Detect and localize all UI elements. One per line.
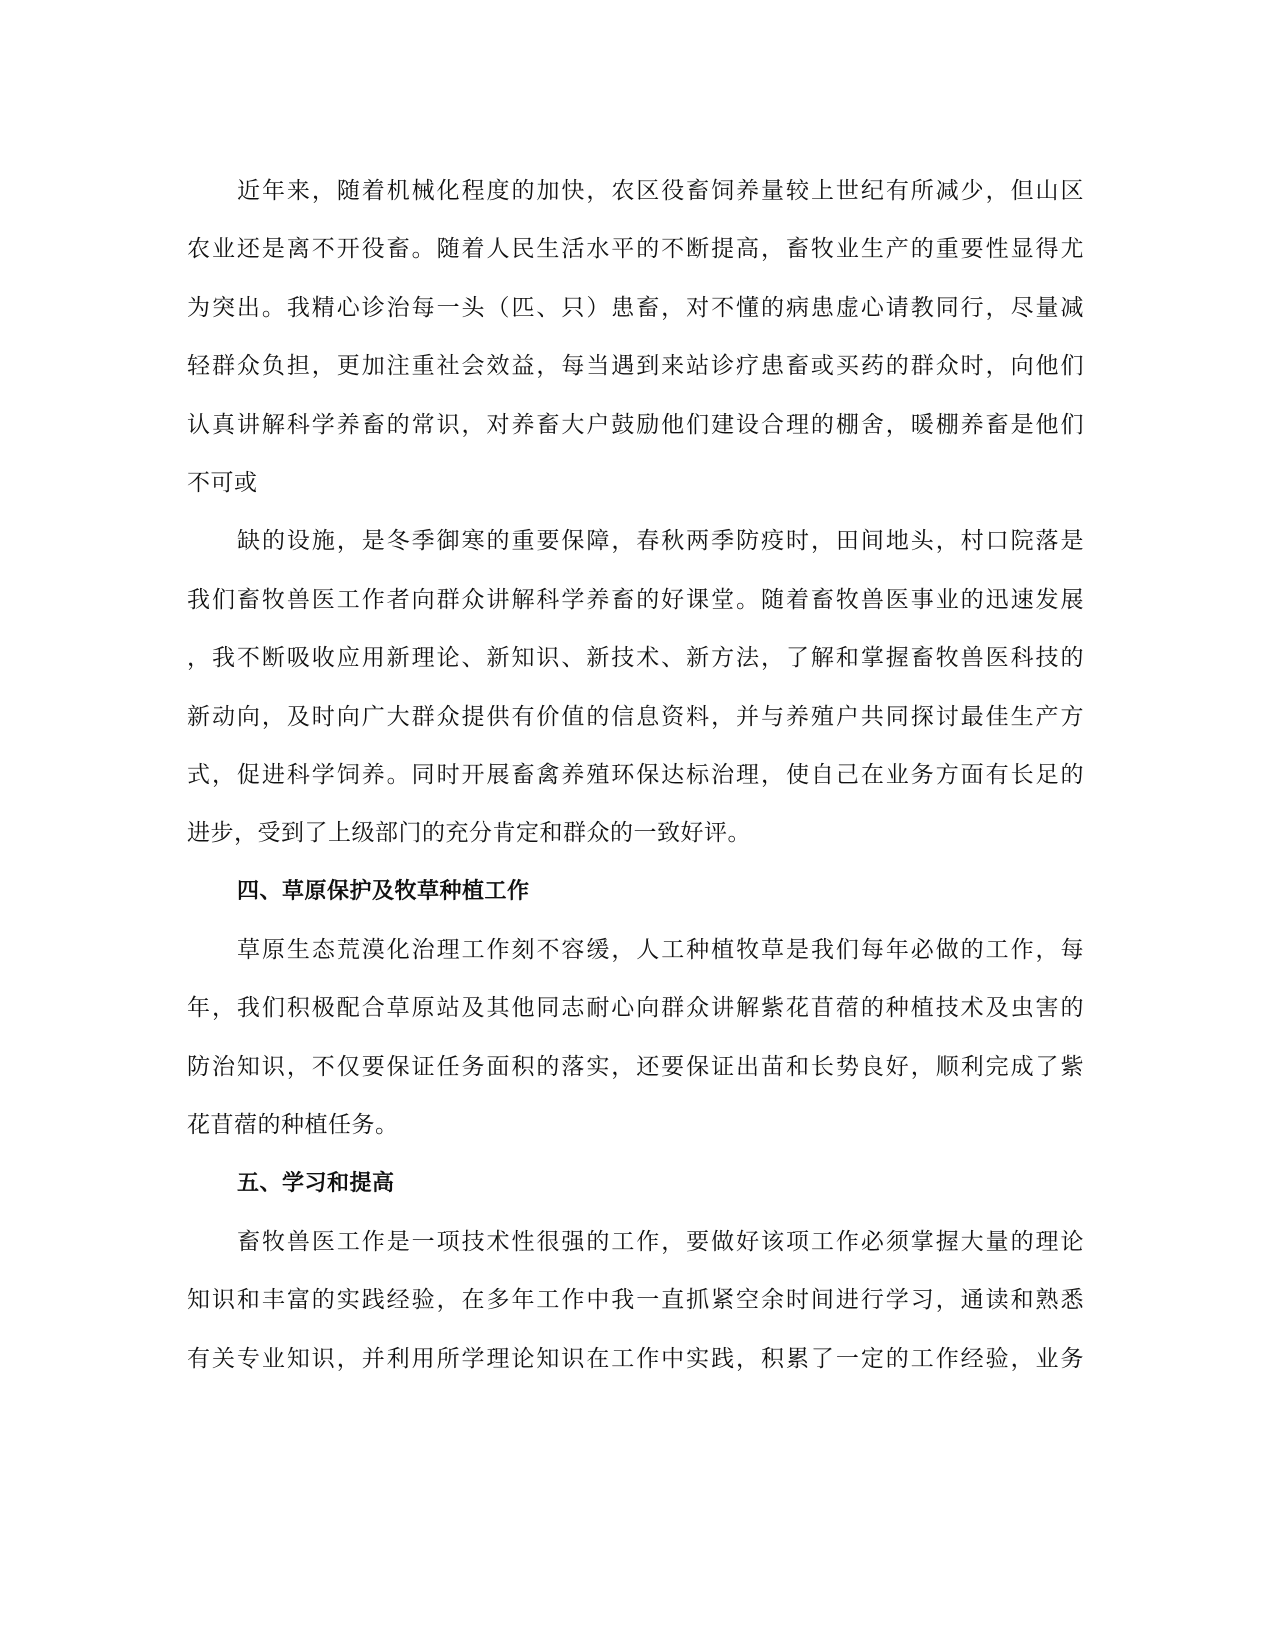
text-line: 我们畜牧兽医工作者向群众讲解科学养畜的好课堂。随着畜牧兽医事业的迅速发展 bbox=[187, 586, 1084, 613]
text-line: 认真讲解科学养畜的常识，对养畜大户鼓励他们建设合理的棚舍，暖棚养畜是他们 bbox=[187, 411, 1084, 438]
document-body bbox=[187, 162, 1084, 1388]
text-line: 缺的设施，是冬季御寒的重要保障，春秋两季防疫时，田间地头，村口院落是 bbox=[237, 528, 1084, 555]
section-heading-learning: 五、学习和提高 bbox=[237, 1170, 395, 1196]
paragraph-science-education bbox=[187, 512, 1084, 862]
paragraph-grassland-work bbox=[187, 921, 1084, 1155]
text-line: 知识和丰富的实践经验，在多年工作中我一直抓紧空余时间进行学习，通读和熟悉 bbox=[187, 1287, 1084, 1314]
paragraph-learning bbox=[187, 1213, 1084, 1388]
text-line: 进步，受到了上级部门的充分肯定和群众的一致好评。 bbox=[187, 820, 751, 847]
text-line: 近年来，随着机械化程度的加快，农区役畜饲养量较上世纪有所减少，但山区 bbox=[237, 178, 1084, 204]
text-line: 轻群众负担，更加注重社会效益，每当遇到来站诊疗患畜或买药的群众时，向他们 bbox=[187, 353, 1084, 380]
text-line: 新动向，及时向广大群众提供有价值的信息资料，并与养殖户共同探讨最佳生产方 bbox=[187, 703, 1084, 730]
text-line: 农业还是离不开役畜。随着人民生活水平的不断提高，畜牧业生产的重要性显得尤 bbox=[187, 236, 1084, 263]
text-line: ，我不断吸收应用新理论、新知识、新技术、新方法，了解和掌握畜牧兽医科技的 bbox=[187, 645, 1084, 672]
text-line: 式，促进科学饲养。同时开展畜禽养殖环保达标治理，使自己在业务方面有长足的 bbox=[187, 761, 1084, 788]
text-line: 草原生态荒漠化治理工作刻不容缓，人工种植牧草是我们每年必做的工作，每 bbox=[237, 937, 1084, 964]
section-heading-grassland: 四、草原保护及牧草种植工作 bbox=[237, 878, 530, 904]
text-line: 为突出。我精心诊治每一头（匹、只）患畜，对不懂的病患虚心请教同行，尽量减 bbox=[187, 294, 1084, 321]
text-line: 花苜蓿的种植任务。 bbox=[187, 1112, 399, 1139]
text-line: 有关专业知识，并利用所学理论知识在工作中实践，积累了一定的工作经验，业务 bbox=[187, 1345, 1084, 1372]
text-line: 不可或 bbox=[187, 469, 258, 496]
text-line: 畜牧兽医工作是一项技术性很强的工作，要做好该项工作必须掌握大量的理论 bbox=[237, 1229, 1084, 1256]
text-line: 年，我们积极配合草原站及其他同志耐心向群众讲解紫花苜蓿的种植技术及虫害的 bbox=[187, 995, 1084, 1022]
text-line: 防治知识，不仅要保证任务面积的落实，还要保证出苗和长势良好，顺利完成了紫 bbox=[187, 1053, 1084, 1080]
paragraph-livestock-diagnosis bbox=[187, 162, 1084, 512]
